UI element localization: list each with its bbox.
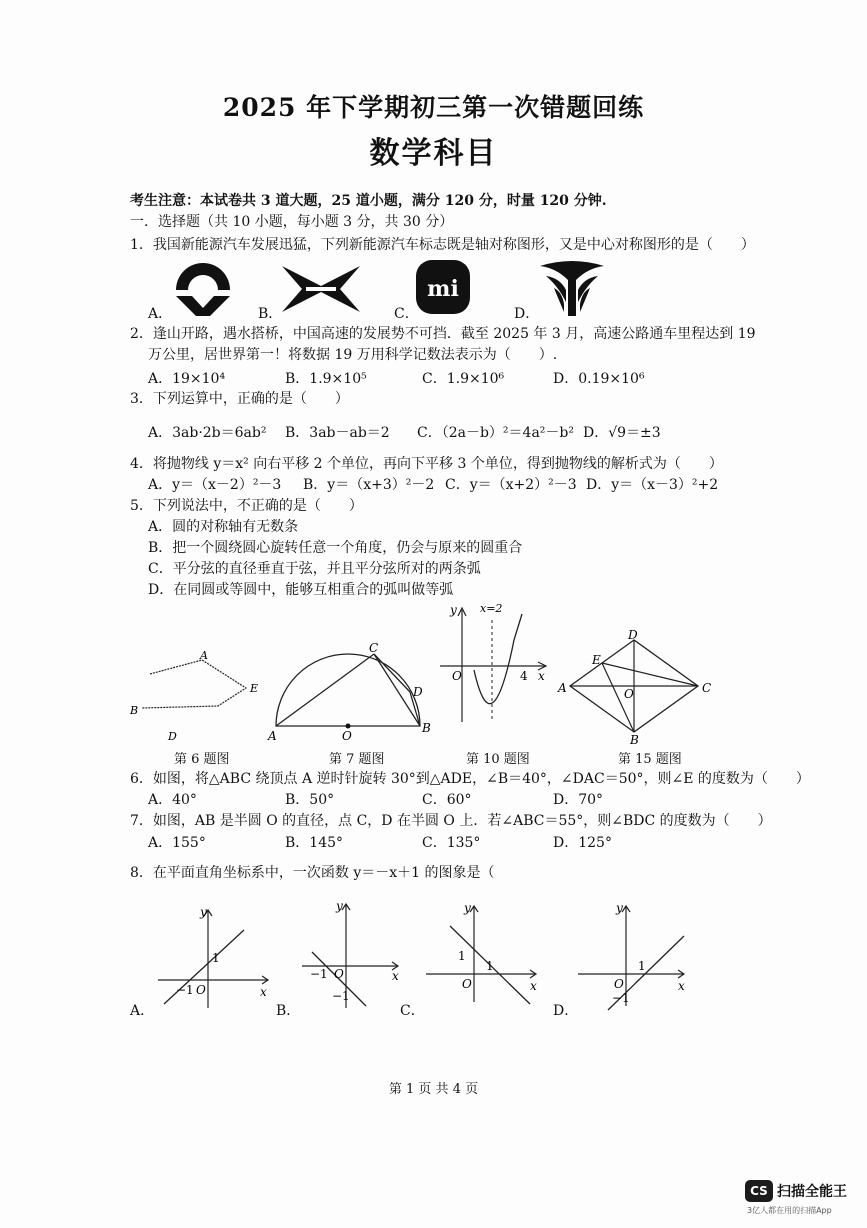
fig10-label-4: 4 [520, 669, 528, 683]
q8-option-c-label: C． [400, 1003, 425, 1019]
scanner-watermark [745, 1180, 855, 1220]
fig7-label-c: C [369, 641, 379, 655]
question-2-stem-line1: 2．逢山开路，遇水搭桥，中国高速的发展势不可挡．截至 2025 年 3 月，高速公路通车里程达到 19 [130, 326, 756, 342]
q8a-label-x: x [260, 985, 267, 999]
question-8-stem: 8．在平面直角坐标系中，一次函数 y＝－x＋1 的图象是（ [130, 865, 495, 881]
q4-option-a: A．y＝（x－2）²－3 [148, 477, 282, 493]
question-4-stem: 4．将抛物线 y＝x² 向右平移 2 个单位，再向下平移 3 个单位，得到抛物线的解析式为（ ） [130, 456, 723, 472]
q7-option-b: B．145° [285, 835, 344, 851]
q8-option-a-label: A． [130, 1003, 155, 1019]
q5-option-a: A．圆的对称轴有无数条 [148, 519, 299, 535]
trumpchi-logo-icon [536, 258, 608, 318]
fig15-label-d: D [628, 630, 638, 642]
q8-graph-a [150, 900, 276, 1012]
q2-option-a: A．19×10⁴ [148, 371, 226, 387]
q8c-label-1-x: 1 [486, 959, 494, 973]
fig15-label-c: C [702, 681, 712, 695]
q3-option-a: A．3ab·2b＝6ab² [148, 425, 267, 441]
figure-7 [266, 640, 436, 744]
q8b-label-y: y [336, 899, 343, 913]
q2-option-d: D．0.19×10⁶ [553, 371, 645, 387]
question-5-stem: 5．下列说法中，不正确的是（ ） [130, 498, 363, 514]
q8a-label-neg1: −1 [176, 983, 194, 997]
figure-10 [434, 600, 554, 730]
q8-graph-d [572, 898, 692, 1014]
q1-option-b-label: B． [258, 306, 283, 322]
q8b-label-x: x [392, 969, 399, 983]
q3-option-c: C．（2a－b）²＝4a²－b² [417, 425, 574, 441]
q1-option-d-label: D． [514, 306, 540, 322]
fig15-label-a: A [558, 681, 567, 695]
fig15-label-b: B [630, 733, 639, 746]
exam-notice: 考生注意：本试卷共 3 道大题，25 道小题，满分 120 分，时量 120 分钟. [130, 193, 607, 209]
q8d-label-x: x [678, 979, 685, 993]
q8-option-d-label: D． [553, 1003, 579, 1019]
q6-option-b: B．50° [285, 792, 335, 808]
q8c-label-y: y [464, 901, 471, 915]
q2-option-b: B．1.9×10⁵ [285, 371, 367, 387]
q5-option-b: B．把一个圆绕圆心旋转任意一个角度，仍会与原来的圆重合 [148, 540, 523, 556]
watermark-app-name: 扫描全能王 [777, 1184, 847, 1200]
q2-option-c: C．1.9×10⁶ [422, 371, 505, 387]
fig10-label-axis-of-symmetry: x=2 [480, 602, 503, 615]
section-heading: 一．选择题（共 10 小题，每小题 3 分，共 30 分） [130, 214, 454, 230]
camscanner-logo-icon: CS [745, 1180, 773, 1202]
figure-6 [128, 650, 268, 742]
fig15-label-e: E [592, 653, 601, 667]
q7-option-d: D．125° [553, 835, 612, 851]
fig6-label-b: B [130, 704, 139, 717]
fig10-label-y: y [450, 603, 457, 617]
q3-option-d: D．√9＝±3 [583, 425, 661, 441]
q8a-label-o: O [196, 983, 206, 997]
fig7-label-b: B [422, 721, 431, 735]
fig6-label-a: A [200, 650, 208, 662]
q8b-label-o: O [334, 967, 344, 981]
q8d-label-neg1: −1 [612, 991, 630, 1005]
q7-option-a: A．155° [148, 835, 206, 851]
q8a-label-y: y [200, 905, 207, 919]
caption-figure-10: 第 10 题图 [466, 752, 530, 767]
caption-figure-15: 第 15 题图 [618, 752, 682, 767]
q3-option-b: B．3ab－ab＝2 [285, 425, 390, 441]
exam-title: 2025 年下学期初三第一次错题回练 [222, 93, 645, 122]
fig10-label-x: x [538, 669, 545, 683]
q8-option-b-label: B． [276, 1003, 301, 1019]
page-footer: 第 1 页 共 4 页 [388, 1082, 479, 1097]
q8c-label-o: O [462, 977, 472, 991]
nio-logo-icon [170, 260, 236, 318]
q8b-label-neg1-y: −1 [332, 989, 350, 1003]
q8-graph-b [296, 896, 406, 1012]
q6-option-c: C．60° [422, 792, 472, 808]
caption-figure-7: 第 7 题图 [329, 752, 385, 767]
fig6-label-d: D [168, 730, 177, 742]
fig7-label-a: A [268, 729, 277, 743]
fig15-label-o: O [624, 687, 634, 701]
question-1-stem: 1．我国新能源汽车发展迅猛，下列新能源汽车标志既是轴对称图形，又是中心对称图形的是（ ） [130, 237, 755, 253]
figure-15 [554, 630, 718, 746]
question-7-stem: 7．如图，AB 是半圆 O 的直径，点 C，D 在半圆 O 上．若∠ABC＝55°，则∠BDC 的度数为（ ） [130, 813, 772, 829]
q7-option-c: C．135° [422, 835, 481, 851]
xiaomi-logo-text: mi [427, 276, 459, 302]
subject-title: 数学科目 [369, 136, 498, 171]
q8d-label-o: O [614, 977, 624, 991]
q4-option-d: D．y＝（x－3）²+2 [586, 477, 719, 493]
q1-option-c-label: C． [394, 306, 419, 322]
q5-option-c: C．平分弦的直径垂直于弦，并且平分弦所对的两条弧 [148, 561, 481, 577]
q8d-label-1: 1 [638, 959, 646, 973]
fig6-label-e: E [250, 682, 259, 695]
q4-option-b: B．y＝（x+3）²－2 [303, 477, 435, 493]
q6-option-d: D．70° [553, 792, 604, 808]
q5-option-d: D．在同圆或等圆中，能够互相重合的弧叫做等弧 [148, 582, 454, 598]
caption-figure-6: 第 6 题图 [174, 752, 230, 767]
xpeng-logo-icon [280, 264, 362, 314]
q8c-label-1-y: 1 [458, 949, 466, 963]
q8a-label-1: 1 [212, 951, 220, 965]
question-2-stem-line2: 万公里，居世界第一！将数据 19 万用科学记数法表示为（ ）. [148, 347, 558, 363]
q4-option-c: C．y＝（x+2）²－3 [445, 477, 577, 493]
fig7-label-o: O [342, 729, 352, 743]
xiaomi-logo-icon [414, 258, 472, 316]
watermark-tagline: 3亿人都在用的扫描App [747, 1206, 832, 1215]
q8-graph-c [420, 898, 544, 1008]
fig10-label-o: O [452, 669, 462, 683]
question-3-stem: 3．下列运算中，正确的是（ ） [130, 391, 349, 407]
q6-option-a: A．40° [148, 792, 197, 808]
question-6-stem: 6．如图，将△ABC 绕顶点 A 逆时针旋转 30°到△ADE，∠B＝40°，∠DAC＝50°，则∠E 的度数为（ ） [130, 771, 810, 787]
q1-option-a-label: A． [148, 306, 173, 322]
q8c-label-x: x [530, 979, 537, 993]
fig7-label-d: D [413, 685, 423, 699]
q8d-label-y: y [616, 901, 623, 915]
q8b-label-neg1-x: −1 [310, 967, 328, 981]
